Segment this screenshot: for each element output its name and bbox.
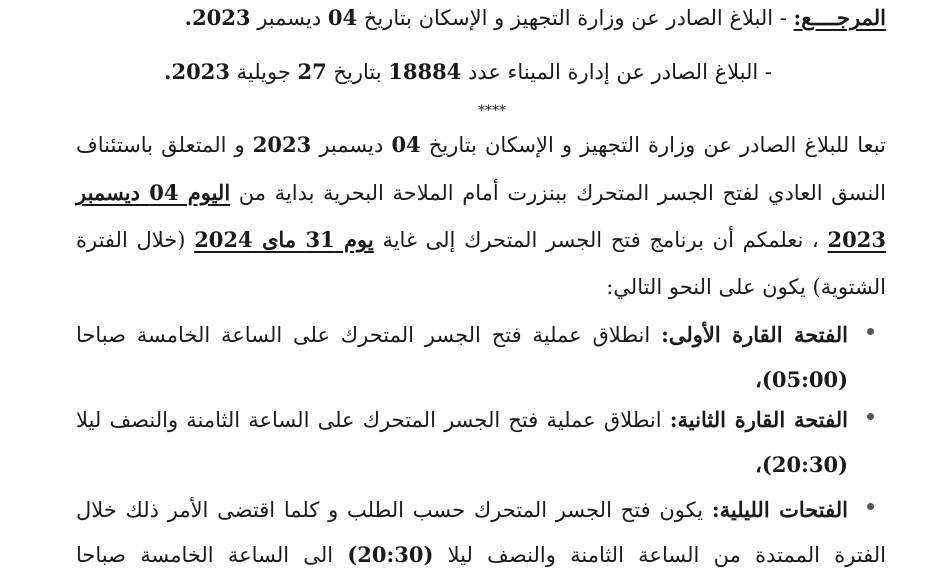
bold-text-segment: 2023	[827, 227, 886, 252]
text-segment: الفترة الممتدة من الساعة الثامنة والنصف ليلا	[433, 543, 886, 567]
text-segment: - البلاغ الصادر عن وزارة التجهيز و الإسكان بتاريخ	[357, 6, 794, 30]
bold-text-segment: 2023.	[184, 5, 251, 30]
text-segment: يكون فتح الجسر المتحرك حسب الطلب و كلما اقتضى الأمر ذلك خلال	[76, 498, 712, 522]
bullet-icon	[867, 413, 874, 420]
separator-stars	[478, 96, 506, 126]
body-line	[76, 178, 886, 208]
list-item-night-openings	[76, 495, 848, 525]
text-segment: انطلاق عملية فتح الجسر المتحرك على الساعة الثامنة والنصف ليلا	[76, 408, 670, 432]
text-segment: جويلية	[229, 60, 298, 84]
bold-text-segment: 04	[391, 132, 421, 157]
body-line	[606, 272, 886, 302]
bold-text-segment: 27	[297, 59, 327, 84]
text-segment: ****	[478, 103, 506, 119]
text-segment: الى الساعة الخامسة صباحا	[76, 543, 348, 567]
body-line	[76, 130, 886, 160]
body-line	[76, 540, 886, 570]
text-segment: ، نعلمكم أن برنامج فتح الجسر المتحرك إلى غاية	[373, 228, 828, 252]
bold-text-segment: الفتحة القارة الثانية:	[669, 407, 848, 432]
list-item-time	[755, 450, 848, 480]
bullet-icon	[867, 328, 874, 335]
text-segment: و المتعلق باستئناف	[76, 133, 253, 157]
text-segment: الشتوية) يكون على النحو التالي:	[606, 275, 886, 299]
text-segment: بتاريخ	[326, 60, 389, 84]
bold-text-segment: (20:30)،	[755, 452, 848, 477]
list-item-first-opening	[76, 320, 848, 350]
bold-text-segment: 2023.	[164, 59, 230, 84]
bullet-icon	[867, 503, 874, 510]
text-segment: ديسمبر	[311, 133, 392, 157]
text-segment: تبعا للبلاغ الصادر عن وزارة التجهيز و الإسكان بتاريخ	[420, 133, 886, 157]
bold-text-segment: (05:00)،	[755, 367, 848, 392]
text-segment: انطلاق عملية فتح الجسر المتحرك على الساعة الخامسة صباحا	[76, 323, 662, 347]
text-segment: ديسمبر	[250, 6, 328, 30]
list-item-time	[755, 365, 848, 395]
bold-text-segment: 04	[327, 5, 358, 30]
bold-text-segment: يوم 31 ماى 2024	[194, 227, 374, 252]
bold-text-segment: (20:30)	[347, 542, 434, 567]
reference-line-2	[164, 57, 772, 87]
bold-text-segment: اليوم 04 ديسمبر	[76, 180, 231, 205]
list-item-second-opening	[76, 405, 848, 435]
bold-text-segment: 18884	[388, 59, 462, 84]
bold-text-segment: الفتحة القارة الأولى:	[661, 322, 848, 347]
bold-text-segment: المرجــــع:	[793, 5, 886, 30]
bold-text-segment: الفتحات الليلية:	[711, 497, 848, 522]
text-segment: - البلاغ الصادر عن إدارة الميناء عدد	[461, 60, 772, 84]
bold-text-segment: 2023	[252, 132, 312, 157]
reference-line-1	[185, 3, 886, 33]
body-line	[76, 225, 886, 255]
text-segment: (خلال الفترة	[76, 228, 195, 252]
text-segment: النسق العادي لفتح الجسر المتحرك ببنزرت أمام الملاحة البحرية بداية من	[230, 181, 887, 205]
